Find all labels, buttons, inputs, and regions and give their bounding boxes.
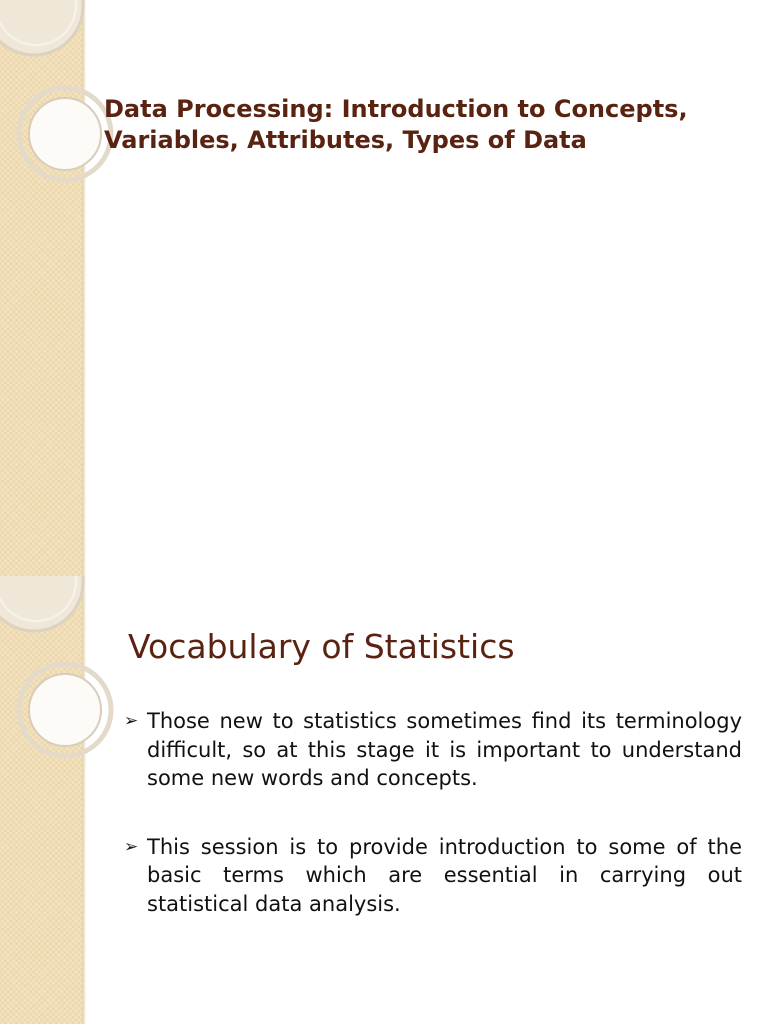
- arrow-bullet-icon: ➢: [124, 711, 139, 731]
- bullet-text: Those new to statistics sometimes find its terminology difficult, so at this stage it is important to understand some new words and concepts.: [147, 709, 742, 790]
- bullet-text: This session is to provide introduction to some of the basic terms which are essential in carrying out statistical data analysis.: [147, 834, 742, 916]
- bullet-list: [122, 707, 742, 958]
- decorative-rings-icon: [0, 0, 120, 200]
- slide-heading: Vocabulary of Statistics: [128, 627, 515, 666]
- arrow-bullet-icon: ➢: [124, 836, 139, 857]
- deck-title: Data Processing: Introduction to Concepts, Variables, Attributes, Types of Data: [104, 95, 688, 154]
- bullet-item: [122, 707, 742, 793]
- decorative-rings-icon: [0, 576, 120, 776]
- content-slide: [0, 576, 768, 1024]
- bullet-item: [122, 833, 742, 919]
